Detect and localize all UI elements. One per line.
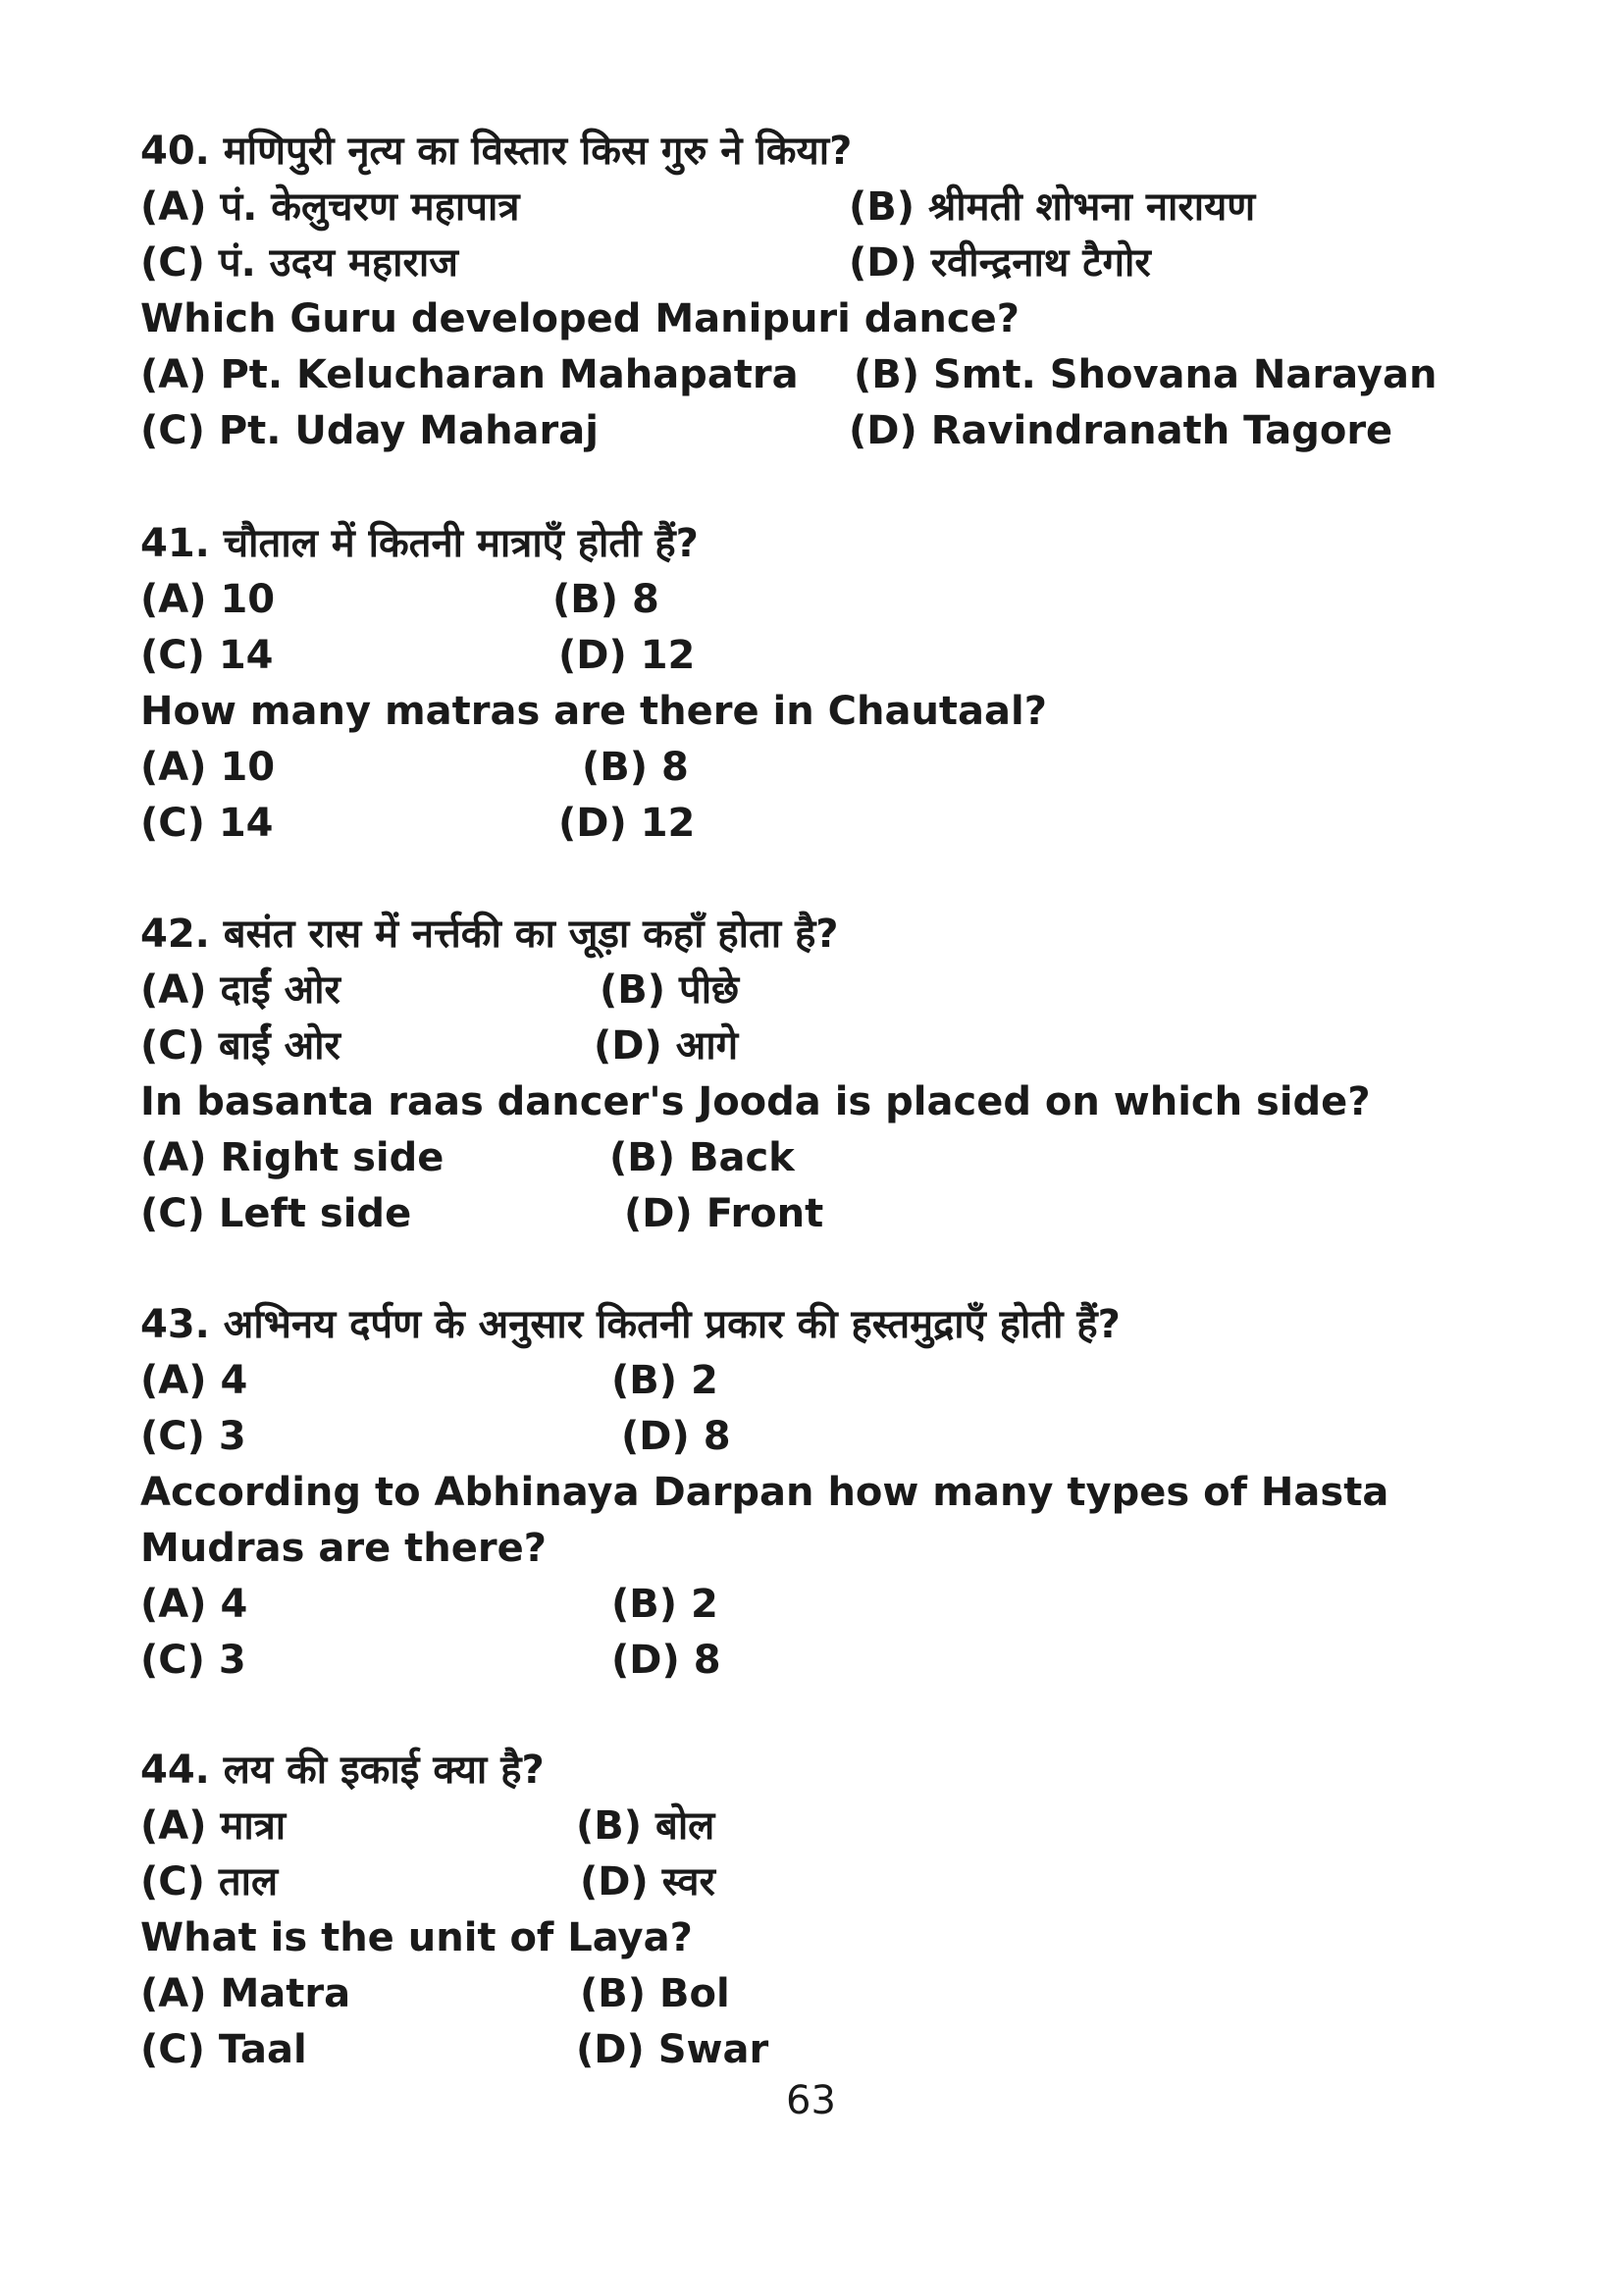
option-b: (B) श्रीमती शोभना नारायण [849, 184, 1256, 230]
page-number: 63 [786, 2078, 836, 2123]
option-a: (A) 10 [140, 577, 276, 622]
option-row [140, 1409, 1514, 1465]
option-row [140, 796, 1514, 852]
question-block-43 [140, 1297, 1514, 1689]
option-row [140, 180, 1514, 235]
question-english: Which Guru developed Manipuri dance? [140, 296, 1020, 341]
option-b: (B) पीछे [600, 967, 740, 1013]
option-d: (D) 12 [558, 633, 696, 678]
option-c: (C) 3 [140, 1414, 246, 1459]
question-hindi: 41. चौताल में कितनी मात्राएँ होती हैं? [140, 521, 699, 566]
option-row [140, 1799, 1514, 1854]
option-row [140, 740, 1514, 796]
option-c: (C) पं. उदय महाराज [140, 240, 458, 286]
option-d: (D) स्वर [580, 1859, 715, 1905]
question-hindi: 43. अभिनय दर्पण के अनुसार कितनी प्रकार की हस्तमुद्राएँ होती हैं? [140, 1302, 1121, 1347]
option-c: (C) 14 [140, 633, 274, 678]
option-a: (A) 4 [140, 1582, 248, 1627]
option-a: (A) Matra [140, 1971, 351, 2016]
option-row [140, 1186, 1514, 1242]
option-d: (D) आगे [594, 1023, 739, 1069]
question-block-44 [140, 1743, 1514, 2078]
option-d: (D) 12 [558, 801, 696, 846]
question-english: In basanta raas dancer's Jooda is placed on which side? [140, 1079, 1371, 1124]
option-d: (D) Front [624, 1191, 824, 1236]
option-c: (C) 3 [140, 1638, 246, 1683]
option-b: (B) Bol [580, 1971, 730, 2016]
option-row [140, 235, 1514, 291]
option-row [140, 963, 1514, 1018]
option-row [140, 403, 1514, 459]
option-a: (A) 4 [140, 1358, 248, 1403]
option-c: (C) Left side [140, 1191, 412, 1236]
question-english: According to Abhinaya Darpan how many types of Hasta Mudras are there? [140, 1470, 1389, 1571]
option-row [140, 1130, 1514, 1186]
option-c: (C) Pt. Uday Maharaj [140, 408, 599, 453]
question-hindi: 42. बसंत रास में नर्त्तकी का जूड़ा कहाँ होता है? [140, 912, 839, 957]
question-hindi: 44. लय की इकाई क्या है? [140, 1748, 545, 1793]
option-d: (D) Ravindranath Tagore [849, 408, 1393, 453]
option-c: (C) Taal [140, 2027, 307, 2072]
option-b: (B) 8 [582, 745, 689, 790]
option-d: (D) 8 [621, 1414, 731, 1459]
option-b: (B) 8 [552, 577, 659, 622]
question-english: What is the unit of Laya? [140, 1915, 693, 1960]
option-row [140, 347, 1514, 403]
option-d: (D) 8 [611, 1638, 721, 1683]
option-c: (C) 14 [140, 801, 274, 846]
option-a: (A) पं. केलुचरण महापात्र [140, 184, 520, 230]
option-a: (A) 10 [140, 745, 276, 790]
option-row [140, 628, 1514, 684]
option-d: (D) रवीन्द्रनाथ टैगोर [849, 240, 1151, 286]
option-b: (B) बोल [576, 1803, 715, 1849]
option-row [140, 1577, 1514, 1633]
option-c: (C) बाईं ओर [140, 1023, 340, 1069]
option-c: (C) ताल [140, 1859, 279, 1905]
question-block-41 [140, 516, 1514, 852]
question-block-40 [140, 124, 1514, 459]
option-row [140, 1854, 1514, 1910]
question-english: How many matras are there in Chautaal? [140, 689, 1047, 734]
option-b: (B) 2 [611, 1582, 718, 1627]
option-b: (B) Back [609, 1135, 795, 1180]
option-b: (B) 2 [611, 1358, 718, 1403]
option-b: (B) Smt. Shovana Narayan [854, 352, 1438, 397]
option-a: (A) Pt. Kelucharan Mahapatra [140, 352, 799, 397]
option-a: (A) Right side [140, 1135, 445, 1180]
option-row [140, 1633, 1514, 1689]
option-d: (D) Swar [576, 2027, 769, 2072]
option-row [140, 1018, 1514, 1074]
option-a: (A) दाईं ओर [140, 967, 340, 1013]
option-row [140, 1966, 1514, 2022]
option-row [140, 1353, 1514, 1409]
option-a: (A) मात्रा [140, 1803, 287, 1849]
option-row [140, 2022, 1514, 2078]
question-hindi: 40. मणिपुरी नृत्य का विस्तार किस गुरु ने किया? [140, 129, 853, 174]
option-row [140, 572, 1514, 628]
question-block-42 [140, 907, 1514, 1242]
